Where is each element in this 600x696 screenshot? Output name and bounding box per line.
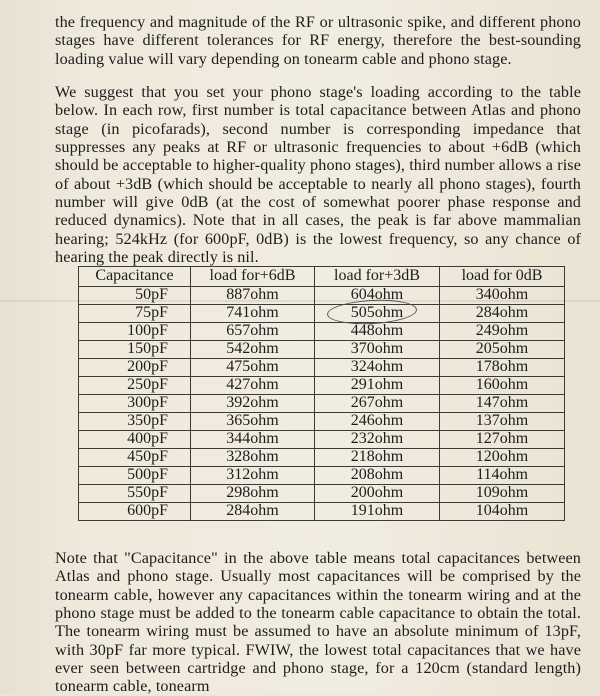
load-3db-cell: 200ohm	[315, 485, 440, 503]
load-0db-cell: 340ohm	[440, 287, 565, 305]
load-6db-cell: 344ohm	[191, 431, 315, 449]
loading-table	[78, 266, 565, 521]
capacitance-cell	[79, 323, 191, 341]
load-0db-cell: 120ohm	[440, 449, 565, 467]
table-header-row	[79, 267, 565, 287]
load-6db-cell: 542ohm	[191, 341, 315, 359]
load-0db-cell: 147ohm	[440, 395, 565, 413]
capacitance-value: 50pF	[135, 286, 168, 304]
load-6db-cell: 741ohm	[191, 305, 315, 323]
load-6db-cell: 392ohm	[191, 395, 315, 413]
capacitance-cell	[79, 341, 191, 359]
capacitance-value: 75pF	[135, 304, 168, 322]
load-6db-cell: 365ohm	[191, 413, 315, 431]
capacitance-cell	[79, 305, 191, 323]
capacitance-cell	[79, 503, 191, 521]
table-row	[79, 467, 565, 485]
load-0db-cell: 205ohm	[440, 341, 565, 359]
capacitance-value: 600pF	[127, 502, 168, 520]
load-6db-cell: 284ohm	[191, 503, 315, 521]
load-3db-cell: 448ohm	[315, 323, 440, 341]
capacitance-cell	[79, 449, 191, 467]
table-row	[79, 341, 565, 359]
load-0db-cell: 109ohm	[440, 485, 565, 503]
table-row	[79, 287, 565, 305]
capacitance-cell	[79, 359, 191, 377]
load-3db-cell: 324ohm	[315, 359, 440, 377]
load-3db-cell: 370ohm	[315, 341, 440, 359]
intro-paragraph: the frequency and magnitude of the RF or ultrasonic spike, and different phono stages have different tolerances for RF energy, therefore the best-sounding loading value will vary depending on tonearm cable and phono stage.	[55, 13, 581, 68]
load-0db-cell: 104ohm	[440, 503, 565, 521]
table-row	[79, 395, 565, 413]
load-3db-cell: 246ohm	[315, 413, 440, 431]
load-6db-cell: 298ohm	[191, 485, 315, 503]
table-row	[79, 359, 565, 377]
load-0db-cell: 127ohm	[440, 431, 565, 449]
table-row	[79, 503, 565, 521]
load-0db-cell: 160ohm	[440, 377, 565, 395]
load-3db-cell: 505ohm	[315, 305, 440, 323]
load-6db-cell: 427ohm	[191, 377, 315, 395]
table-row	[79, 449, 565, 467]
capacitance-value: 200pF	[127, 358, 168, 376]
load-3db-cell: 191ohm	[315, 503, 440, 521]
load-6db-cell: 312ohm	[191, 467, 315, 485]
table-row	[79, 485, 565, 503]
load-6db-cell: 657ohm	[191, 323, 315, 341]
capacitance-cell	[79, 431, 191, 449]
capacitance-cell	[79, 377, 191, 395]
capacitance-value: 250pF	[127, 376, 168, 394]
header-load-6db: load for+6dB	[191, 267, 315, 287]
capacitance-value: 300pF	[127, 394, 168, 412]
header-load-3db: load for+3dB	[315, 267, 440, 287]
load-3db-cell: 291ohm	[315, 377, 440, 395]
load-3db-cell: 267ohm	[315, 395, 440, 413]
load-0db-cell: 284ohm	[440, 305, 565, 323]
capacitance-cell	[79, 395, 191, 413]
load-3db-cell: 208ohm	[315, 467, 440, 485]
load-0db-cell: 137ohm	[440, 413, 565, 431]
load-0db-cell: 249ohm	[440, 323, 565, 341]
header-load-0db: load for 0dB	[440, 267, 565, 287]
capacitance-cell	[79, 485, 191, 503]
capacitance-value: 100pF	[127, 322, 168, 340]
capacitance-value: 500pF	[127, 466, 168, 484]
capacitance-cell	[79, 413, 191, 431]
load-3db-cell: 604ohm	[315, 287, 440, 305]
load-6db-cell: 328ohm	[191, 449, 315, 467]
capacitance-value: 550pF	[127, 484, 168, 502]
load-3db-cell: 232ohm	[315, 431, 440, 449]
load-0db-cell: 114ohm	[440, 467, 565, 485]
header-capacitance: Capacitance	[79, 267, 191, 287]
suggestion-paragraph: We suggest that you set your phono stage's loading according to the table below. In each row, first number is total capacitance between Atlas and phono stage (in picofarads), second number is corresponding impedance that suppresses any peaks at RF or ultrasonic frequencies to about +6dB (which should be acceptable to higher-quality phono stages), third number allows a rise of about +3dB (which should be acceptable to nearly all phono stages), fourth number will give 0dB (at the cost of somewhat poorer phase response and reduced dynamics). Note that in all cases, the peak is far above mammalian hearing; 524kHz (for 600pF, 0dB) is the lowest frequency, so any chance of hearing the peak directly is nil.	[55, 83, 581, 266]
table-row	[79, 377, 565, 395]
table-row	[79, 413, 565, 431]
table-row	[79, 323, 565, 341]
table-row	[79, 431, 565, 449]
capacitance-cell	[79, 467, 191, 485]
capacitance-value: 450pF	[127, 448, 168, 466]
table-row	[79, 305, 565, 323]
capacitance-value: 150pF	[127, 340, 168, 358]
load-0db-cell: 178ohm	[440, 359, 565, 377]
note-paragraph: Note that "Capacitance" in the above table means total capacitances between Atlas and phono stage. Usually most capacitances will be comprised by the tonearm cable, however any capacitances within the tonearm wiring and at the phono stage must be added to the tonearm cable capacitance to obtain the total. The tonearm wiring must be assumed to have an absolute minimum of 13pF, with 30pF far more typical. FWIW, the lowest total capacitances that we have ever seen between cartridge and phono stage, for a 120cm (standard length) tonearm cable, tonearm	[55, 549, 581, 696]
load-6db-cell: 475ohm	[191, 359, 315, 377]
capacitance-value: 350pF	[127, 412, 168, 430]
capacitance-value: 400pF	[127, 430, 168, 448]
load-3db-cell: 218ohm	[315, 449, 440, 467]
capacitance-cell	[79, 287, 191, 305]
load-6db-cell: 887ohm	[191, 287, 315, 305]
